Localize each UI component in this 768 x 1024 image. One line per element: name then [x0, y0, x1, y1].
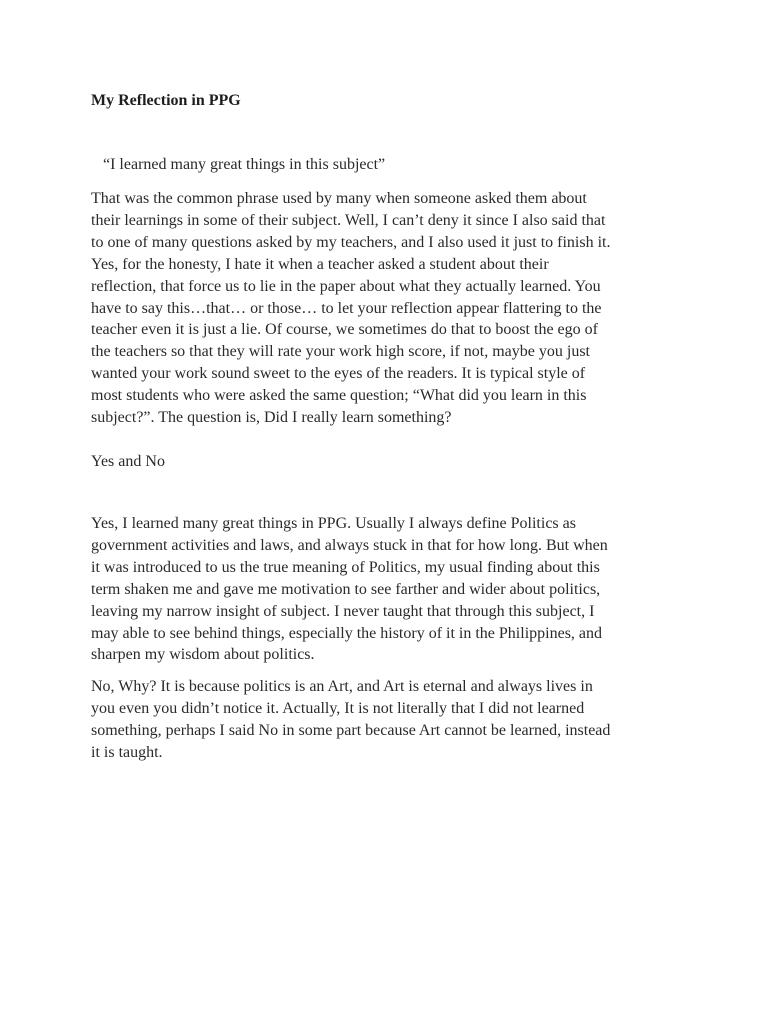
text-line: That was the common phrase used by many when someone asked them about	[91, 190, 587, 207]
paragraph-no	[91, 676, 691, 764]
text-line: No, Why? It is because politics is an Art, and Art is eternal and always lives in	[91, 678, 593, 695]
opening-quote: “I learned many great things in this subject”	[103, 156, 386, 173]
text-line: teacher even it is just a lie. Of course, we sometimes do that to boost the ego of	[91, 321, 598, 339]
text-line: the teachers so that they will rate your work high score, if not, maybe you just	[91, 343, 590, 361]
text-line: wanted your work sound sweet to the eyes of the readers. It is typical style of	[91, 365, 586, 383]
text-line: it is taught.	[91, 743, 163, 761]
text-line: reflection, that force us to lie in the paper about what they actually learned. You	[91, 277, 601, 295]
text-line: Yes, for the honesty, I hate it when a teacher asked a student about their	[91, 255, 549, 273]
text-line: government activities and laws, and always stuck in that for how long. But when	[91, 536, 608, 554]
text-line: Yes, I learned many great things in PPG. Usually I always define Politics as	[91, 515, 576, 532]
text-line: their learnings in some of their subject. Well, I can’t deny it since I also said that	[91, 211, 606, 229]
text-line: term shaken me and gave me motivation to see farther and wider about politics,	[91, 580, 601, 598]
text-line: may able to see behind things, especially the history of it in the Philippines, and	[91, 624, 603, 642]
text-line: subject?”. The question is, Did I really learn something?	[91, 409, 452, 427]
paragraph-intro	[91, 188, 691, 429]
text-line: most students who were asked the same question; “What did you learn in this	[91, 387, 587, 405]
text-line: to one of many questions asked by my teachers, and I also used it just to finish it.	[91, 233, 611, 251]
text-line: sharpen my wisdom about politics.	[91, 646, 315, 664]
text-line: you even you didn’t notice it. Actually, It is not literally that I did not learned	[91, 699, 585, 717]
text-line: something, perhaps I said No in some part because Art cannot be learned, instead	[91, 721, 611, 739]
paragraph-yes	[91, 513, 691, 666]
text-line: it was introduced to us the true meaning of Politics, my usual finding about this	[91, 558, 600, 576]
yes-and-no-heading: Yes and No	[91, 453, 165, 470]
text-line: leaving my narrow insight of subject. I never taught that through this subject, I	[91, 602, 595, 620]
document-title: My Reflection in PPG	[91, 92, 241, 109]
text-line: have to say this…that… or those… to let your reflection appear flattering to the	[91, 299, 602, 317]
